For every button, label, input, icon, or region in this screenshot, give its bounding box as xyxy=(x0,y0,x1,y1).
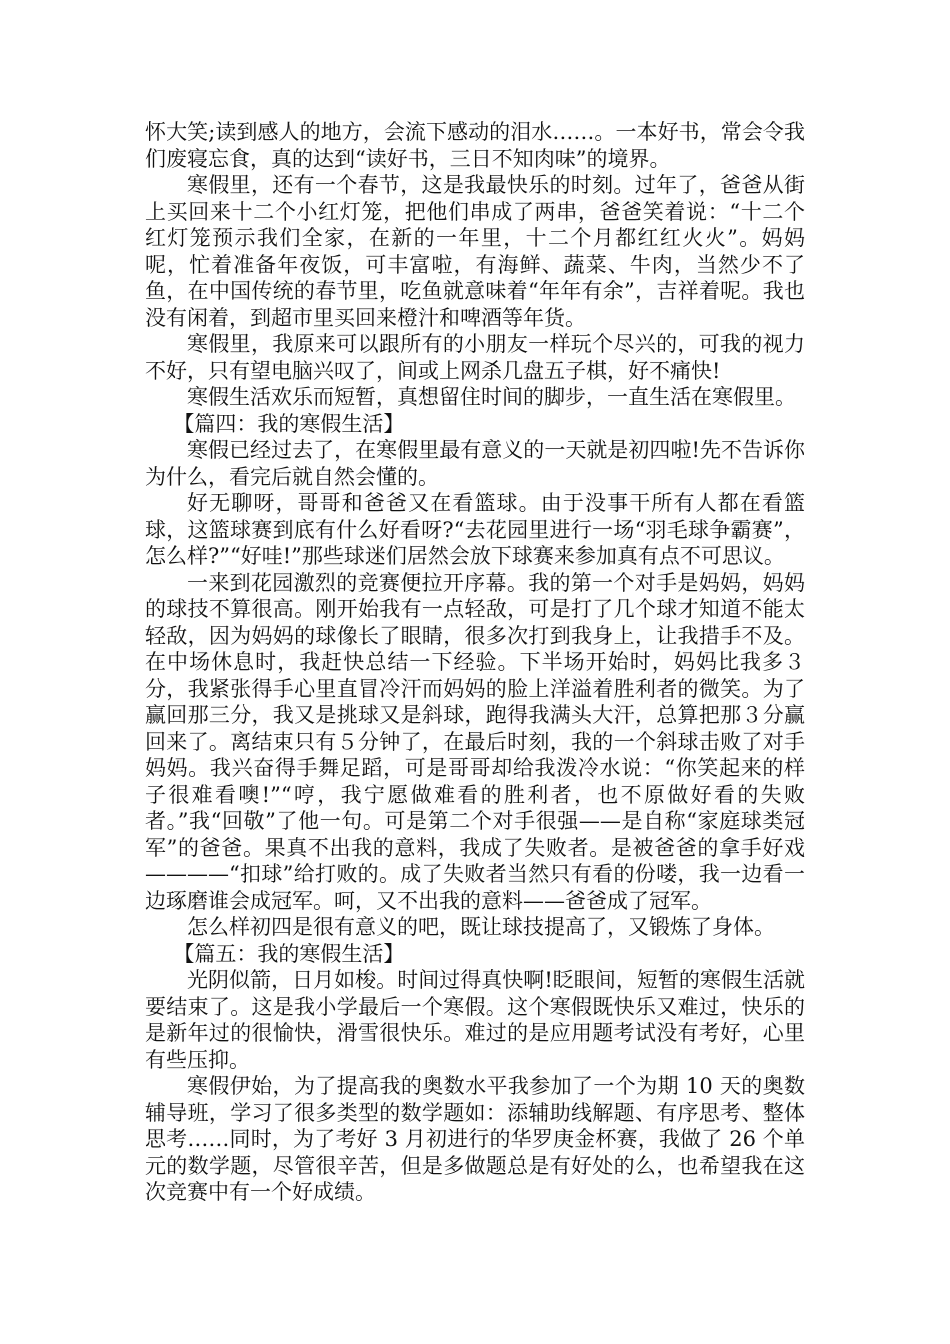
paragraph-basketball: 好无聊呀，哥哥和爸爸又在看篮球。由于没事干所有人都在看篮球，这篮球赛到底有什么好看呀?“去花园里进行一场“羽毛球争霸赛”，怎么样?”“好哇!”那些球迷们居然会放下球赛来参加真有点不可思议。 xyxy=(145,491,805,568)
paragraph-part4-intro: 寒假已经过去了，在寒假里最有意义的一天就是初四啦!先不告诉你为什么，看完后就自然会懂的。 xyxy=(145,438,805,489)
paragraph-part5-intro: 光阴似箭，日月如梭。时间过得真快啊!眨眼间，短暂的寒假生活就要结束了。这是我小学最后一个寒假。这个寒假既快乐又难过，快乐的是新年过的很愉快，滑雪很快乐。难过的是应用题考试没有考好，心里有些压抑。 xyxy=(145,968,805,1072)
paragraph-badminton-match: 一来到花园激烈的竞赛便拉开序幕。我的第一个对手是妈妈，妈妈的球技不算很高。刚开始我有一点轻敌，可是打了几个球才知道不能太轻敌，因为妈妈的球像长了眼睛，很多次打到我身上，让我措手不及。在中场休息时，我赶快总结一下经验。下半场开始时，妈妈比我多３分，我紧张得手心里直冒冷汗而妈妈的脸上洋溢着胜利者的微笑。为了赢回那三分，我又是挑球又是斜球，跑得我满头大汗，总算把那３分赢回来了。离结束只有５分钟了，在最后时刻，我的一个斜球击败了对手妈妈。我兴奋得手舞足蹈，可是哥哥却给我泼冷水说：“你笑起来的样子很难看噢!”“哼，我宁愿做难看的胜利者，也不原做好看的失败者。”我“回敬”了他一句。可是第二个对手很强——是自称“家庭球类冠军”的爸爸。果真不出我的意料，我成了失败者。是被爸爸的拿手好戏————“扣球”给打败的。成了失败者当然只有看的份喽，我一边看一边琢磨谁会成冠军。呵，又不出我的意料——爸爸成了冠军。 xyxy=(145,570,805,913)
paragraph-eyesight: 寒假里，我原来可以跟所有的小朋友一样玩个尽兴的，可我的视力不好，只有望电脑兴叹了，间或上网杀几盘五子棋，好不痛快! xyxy=(145,332,805,383)
section-heading-part5: 【篇五：我的寒假生活】 xyxy=(173,941,405,966)
paragraph-spring-festival: 寒假里，还有一个春节，这是我最快乐的时刻。过年了，爸爸从街上买回来十二个小红灯笼，把他们串成了两串，爸爸笑着说：“十二个红灯笼预示我们全家，在新的一年里，十二个月都红红火火”。妈妈呢，忙着准备年夜饭，可丰富啦，有海鲜、蔬菜、牛肉，当然少不了鱼，在中国传统的春节里，吃鱼就意味着“年年有余”，吉祥着呢。我也没有闲着，到超市里买回来橙汁和啤酒等年货。 xyxy=(145,173,805,330)
paragraph-continuation: 怀大笑;读到感人的地方，会流下感动的泪水……。一本好书，常会令我们废寝忘食，真的达到“读好书，三日不知肉味”的境界。 xyxy=(145,120,805,171)
paragraph-summary: 寒假生活欢乐而短暂，真想留住时间的脚步，一直生活在寒假里。 xyxy=(187,385,796,409)
document-body xyxy=(145,119,805,1206)
section-heading-part4: 【篇四：我的寒假生活】 xyxy=(173,411,405,436)
paragraph-part4-conclusion: 怎么样初四是很有意义的吧，既让球技提高了，又锻炼了身体。 xyxy=(187,915,775,939)
paragraph-math-class: 寒假伊始，为了提高我的奥数水平我参加了一个为期 10 天的奥数辅导班，学习了很多类型的数学题如：添辅助线解题、有序思考、整体思考……同时，为了考好 3 月初进行的华罗庚金杯赛，我做了 26 个单元的数学题，尽管很辛苦，但是多做题总是有好处的么，也希望我在这次竞赛中有一个好成绩。 xyxy=(145,1074,805,1204)
